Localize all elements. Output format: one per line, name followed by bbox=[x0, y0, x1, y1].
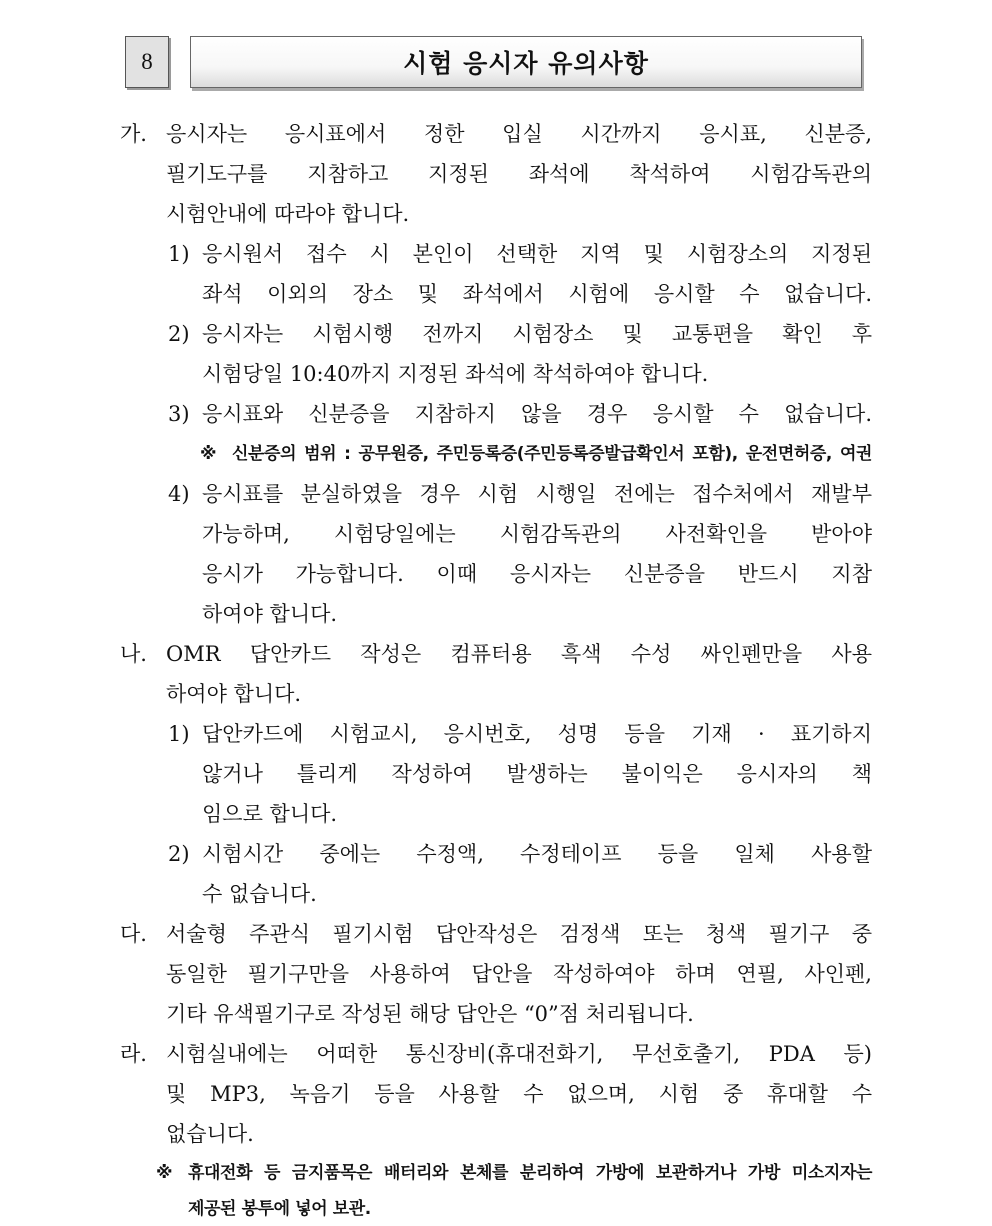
item-line: 가능하며, 시험당일에는 시험감독관의 사전확인을 받아야 bbox=[202, 522, 872, 546]
item-marker: 2) bbox=[168, 322, 190, 346]
item-line: 답안카드에 시험교시, 응시번호, 성명 등을 기재 · 표기하지 bbox=[202, 722, 872, 746]
section-line: OMR 답안카드 작성은 컴퓨터용 흑색 수성 싸인펜만을 사용 bbox=[166, 642, 872, 666]
item-marker: 1) bbox=[168, 242, 190, 266]
item-marker: 4) bbox=[168, 482, 190, 506]
section-line: 기타 유색필기구로 작성된 해당 답안은 “0”점 처리됩니다. bbox=[166, 1002, 694, 1026]
device-note-line: 휴대전화 등 금지품목은 배터리와 본체를 분리하여 가방에 보관하거나 가방 미소지자는 bbox=[188, 1163, 872, 1183]
item-line: 하여야 합니다. bbox=[202, 602, 338, 626]
page-title: 시험 응시자 유의사항 bbox=[190, 36, 862, 88]
section-line: 필기도구를 지참하고 지정된 좌석에 착석하여 시험감독관의 bbox=[166, 162, 872, 186]
item-marker: 3) bbox=[168, 402, 190, 426]
item-marker: 2) bbox=[168, 842, 190, 866]
section-line: 시험실내에는 어떠한 통신장비(휴대전화기, 무선호출기, PDA 등) bbox=[166, 1042, 872, 1066]
item-line: 응시표를 분실하였을 경우 시험 시행일 전에는 접수처에서 재발부 bbox=[202, 482, 872, 506]
section-marker: 라. bbox=[120, 1042, 147, 1066]
item-line: 시험당일 10:40까지 지정된 좌석에 착석하여야 합니다. bbox=[202, 362, 709, 386]
section-marker: 가. bbox=[120, 122, 147, 146]
note-mark: ※ bbox=[156, 1163, 173, 1183]
section-line: 하여야 합니다. bbox=[166, 682, 302, 706]
item-line: 임으로 합니다. bbox=[202, 802, 338, 826]
item-line: 응시표와 신분증을 지참하지 않을 경우 응시할 수 없습니다. bbox=[202, 402, 872, 426]
item-line: 응시원서 접수 시 본인이 선택한 지역 및 시험장소의 지정된 bbox=[202, 242, 872, 266]
item-line: 응시가 가능합니다. 이때 응시자는 신분증을 반드시 지참 bbox=[202, 562, 872, 586]
section-line: 동일한 필기구만을 사용하여 답안을 작성하여야 하며 연필, 사인펜, bbox=[166, 962, 872, 986]
page-number: 8 bbox=[125, 36, 169, 88]
section-line: 응시자는 응시표에서 정한 입실 시간까지 응시표, 신분증, bbox=[166, 122, 872, 146]
note-mark: ※ bbox=[200, 444, 217, 464]
section-line: 및 MP3, 녹음기 등을 사용할 수 없으며, 시험 중 휴대할 수 bbox=[166, 1082, 872, 1106]
device-note-line: 제공된 봉투에 넣어 보관. bbox=[188, 1199, 371, 1219]
section-line: 없습니다. bbox=[166, 1122, 254, 1146]
section-line: 서술형 주관식 필기시험 답안작성은 검정색 또는 청색 필기구 중 bbox=[166, 922, 872, 946]
item-line: 응시자는 시험시행 전까지 시험장소 및 교통편을 확인 후 bbox=[202, 322, 872, 346]
section-marker: 나. bbox=[120, 642, 147, 666]
item-line: 수 없습니다. bbox=[202, 882, 317, 906]
section-line: 시험안내에 따라야 합니다. bbox=[166, 202, 410, 226]
id-note: 신분증의 범위 : 공무원증, 주민등록증(주민등록증발급확인서 포함), 운전면허증, 여권 bbox=[232, 444, 872, 464]
item-marker: 1) bbox=[168, 722, 190, 746]
section-marker: 다. bbox=[120, 922, 147, 946]
item-line: 좌석 이외의 장소 및 좌석에서 시험에 응시할 수 없습니다. bbox=[202, 282, 872, 306]
item-line: 시험시간 중에는 수정액, 수정테이프 등을 일체 사용할 bbox=[202, 842, 872, 866]
item-line: 않거나 틀리게 작성하여 발생하는 불이익은 응시자의 책 bbox=[202, 762, 872, 786]
